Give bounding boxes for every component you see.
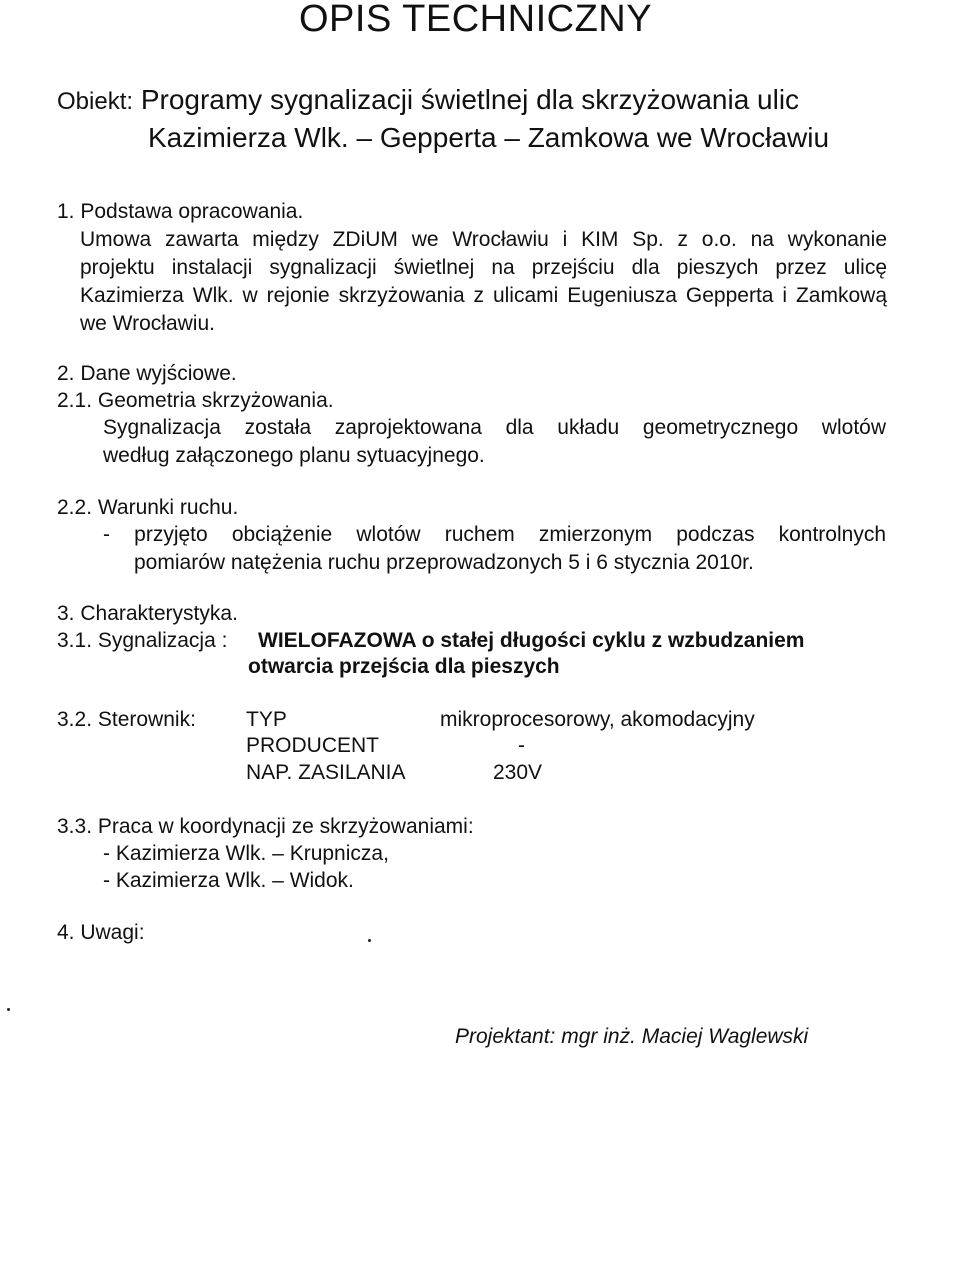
obiekt-line-2: Kazimierza Wlk. – Gepperta – Zamkowa we Wrocławiu — [148, 122, 830, 153]
section-3-heading: 3. Charakterystyka. — [57, 602, 238, 625]
section-2-2-heading: 2.2. Warunki ruchu. — [57, 496, 239, 519]
section-3-2-label: 3.2. Sterownik: — [57, 708, 196, 731]
designer-signature: Projektant: mgr inż. Maciej Waglewski — [455, 1025, 809, 1048]
zasilania-label: NAP. ZASILANIA — [246, 761, 406, 784]
producent-label: PRODUCENT — [246, 734, 380, 757]
section-2-2-line-2: pomiarów natężenia ruchu przeprowadzonych 5 i 6 stycznia 2010r. — [134, 551, 754, 574]
coordination-item-2: - Kazimierza Wlk. – Widok. — [103, 869, 354, 892]
section-1-line-4: we Wrocławiu. — [80, 312, 215, 335]
document-title: OPIS TECHNICZNY — [299, 0, 653, 40]
section-2-2-line-1: - przyjęto obciążenie wlotów ruchem zmierzonym podczas kontrolnych — [103, 523, 886, 546]
section-2-1-line-1: Sygnalizacja została zaprojektowana dla układu geometrycznego wlotów — [103, 416, 886, 439]
section-3-3-heading: 3.3. Praca w koordynacji ze skrzyżowaniami: — [57, 815, 474, 838]
typ-value: mikroprocesorowy, akomodacyjny — [440, 708, 755, 731]
section-1-line-3: Kazimierza Wlk. w rejonie skrzyżowania z ulicami Eugeniusza Gepperta i Zamkową — [80, 284, 887, 307]
section-1-heading: 1. Podstawa opracowania. — [57, 200, 304, 223]
obiekt-label: Obiekt: — [57, 88, 134, 115]
section-1-line-2: projektu instalacji sygnalizacji świetlnej na przejściu dla pieszych przez ulicę — [80, 256, 887, 279]
producent-value: - — [518, 734, 525, 757]
scan-speck — [368, 939, 371, 942]
section-2-1-heading: 2.1. Geometria skrzyżowania. — [57, 389, 334, 412]
section-1-line-1: Umowa zawarta między ZDiUM we Wrocławiu i KIM Sp. z o.o. na wykonanie — [80, 228, 887, 251]
obiekt-name-1: Programy sygnalizacji świetlnej dla skrzyżowania ulic — [140, 84, 800, 115]
section-3-1-label: 3.1. Sygnalizacja : — [57, 629, 228, 652]
section-3-1-type-line-2: otwarcia przejścia dla pieszych — [248, 655, 560, 678]
coordination-item-1: - Kazimierza Wlk. – Krupnicza, — [103, 842, 389, 865]
section-3-1-type-line-1: WIELOFAZOWA o stałej długości cyklu z wzbudzaniem — [258, 629, 805, 652]
obiekt-line-1 — [57, 84, 799, 116]
scan-speck — [7, 1008, 10, 1011]
section-4-heading: 4. Uwagi: — [57, 921, 145, 944]
zasilania-value: 230V — [493, 761, 543, 784]
typ-label: TYP — [246, 708, 287, 731]
section-2-heading: 2. Dane wyjściowe. — [57, 362, 237, 385]
section-2-1-line-2: według załączonego planu sytuacyjnego. — [103, 444, 485, 467]
